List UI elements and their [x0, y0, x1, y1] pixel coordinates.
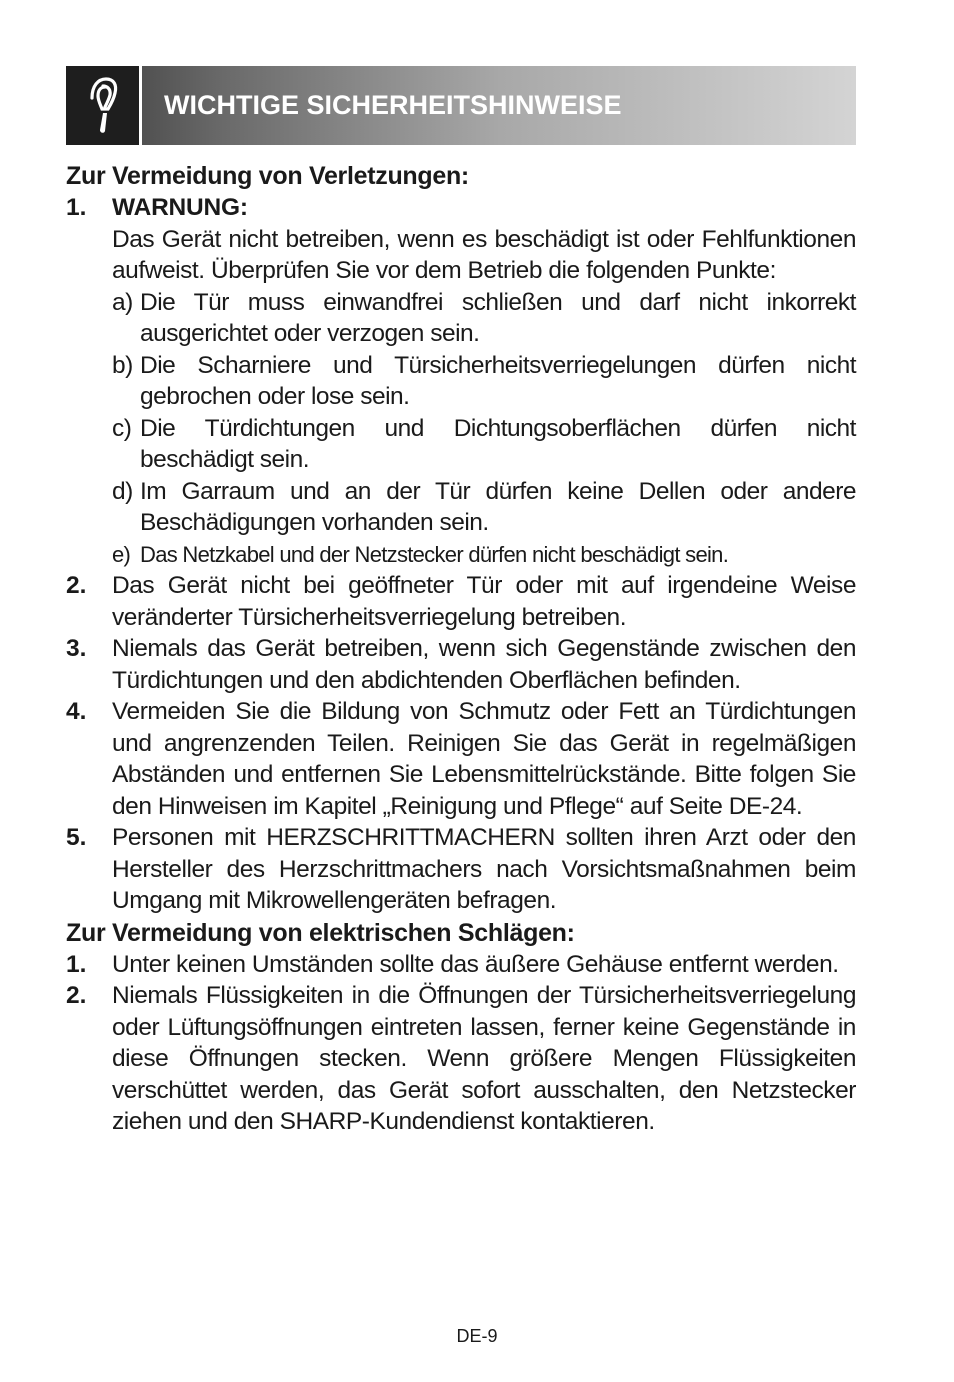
- list-item: [66, 822, 856, 917]
- item-number: 1.: [66, 950, 87, 978]
- item-text: Das Gerät nicht bei geöffneter Tür oder mit auf irgendeine Weise veränderter Türsicherheitsverriegelung betreiben.: [112, 572, 856, 631]
- list-item: [66, 192, 856, 570]
- item-body: [112, 192, 856, 570]
- item-text: Unter keinen Umständen sollte das äußere Gehäuse entfernt werden.: [112, 950, 839, 978]
- sub-item-text: Das Netzkabel und der Netzstecker dürfen nicht beschädigt sein.: [140, 541, 729, 567]
- sub-item-text: Die Scharniere und Türsicherheitsverriegelungen dürfen nicht gebrochen oder lose sein.: [140, 351, 856, 410]
- sub-list-item: [112, 350, 856, 413]
- list-item: [66, 696, 856, 822]
- sub-item-label: c): [112, 414, 132, 442]
- item-number: 2.: [66, 572, 87, 599]
- list-item: [66, 570, 856, 633]
- sub-item-label: d): [112, 477, 133, 505]
- sub-list-item: [112, 287, 856, 350]
- section-heading-electric-shock: Zur Vermeidung von elektrischen Schlägen:: [66, 918, 575, 947]
- section-header-bar: [66, 66, 856, 145]
- item-text: Niemals Flüssigkeiten in die Öffnungen der Türsicherheitsverriegelung oder Lüftungsöffnungen eintreten lassen, ferner keine Gegenstände in diese Öffnungen stecken. Wenn größere Mengen Flüssigkeiten verschüttet werden, das Gerät sofort ausschalten, den Netzstecker ziehen und den SHARP-Kundendienst kontaktieren.: [112, 982, 856, 1135]
- item-number: 1.: [66, 194, 87, 221]
- list-item: [66, 980, 856, 1138]
- list-item: [66, 949, 856, 981]
- sub-item-label: b): [112, 351, 133, 379]
- check-sub-list: [112, 287, 856, 571]
- sub-item-text: Die Tür muss einwandfrei schließen und darf nicht inkorrekt ausgerichtet oder verzogen sein.: [140, 288, 856, 347]
- warning-title: WARNUNG:: [112, 194, 248, 221]
- document-body: [66, 160, 856, 1138]
- sub-list-item: [112, 413, 856, 476]
- item-text: Personen mit HERZSCHRITTMACHERN sollten ihren Arzt oder den Hersteller des Herzschrittmachers nach Vorsichtsmaßnahmen beim Umgang mit Mikrowellengeräten befragen.: [112, 824, 856, 914]
- item-text: Niemals das Gerät betreiben, wenn sich Gegenstände zwischen den Türdichtungen und den abdichtenden Oberflächen befinden.: [112, 635, 856, 694]
- item-number: 2.: [66, 982, 87, 1009]
- header-title: WICHTIGE SICHERHEITSHINWEISE: [164, 90, 622, 120]
- warning-icon-box: [66, 66, 142, 145]
- page-number: DE-9: [456, 1326, 498, 1346]
- sub-item-text: Im Garraum und an der Tür dürfen keine Dellen oder andere Beschädigungen vorhanden sein.: [140, 477, 856, 536]
- item-text: Das Gerät nicht betreiben, wenn es beschädigt ist oder Fehlfunktionen aufweist. Überprüfen Sie vor dem Betrieb die folgenden Punkte:: [112, 225, 856, 284]
- warning-exclamation-icon: [86, 76, 120, 136]
- sub-item-text: Die Türdichtungen und Dichtungsoberflächen dürfen nicht beschädigt sein.: [140, 414, 856, 473]
- item-text: Vermeiden Sie die Bildung von Schmutz oder Fett an Türdichtungen und angrenzenden Teilen. Reinigen Sie das Gerät in regelmäßigen Abständen und entfernen Sie Lebensmittelrückstände. Bitte folgen Sie den Hinweisen im Kapitel „Reinigung und Pflege“ auf Seite DE-24.: [112, 698, 856, 820]
- item-number: 5.: [66, 824, 87, 851]
- sub-item-label: a): [112, 288, 133, 316]
- item-number: 3.: [66, 635, 87, 662]
- item-number: 4.: [66, 698, 87, 725]
- sub-list-item: [112, 476, 856, 539]
- sub-list-item: [112, 539, 856, 571]
- list-item: [66, 633, 856, 696]
- sub-item-label: e): [112, 541, 131, 567]
- section-heading-injuries: Zur Vermeidung von Verletzungen:: [66, 162, 469, 190]
